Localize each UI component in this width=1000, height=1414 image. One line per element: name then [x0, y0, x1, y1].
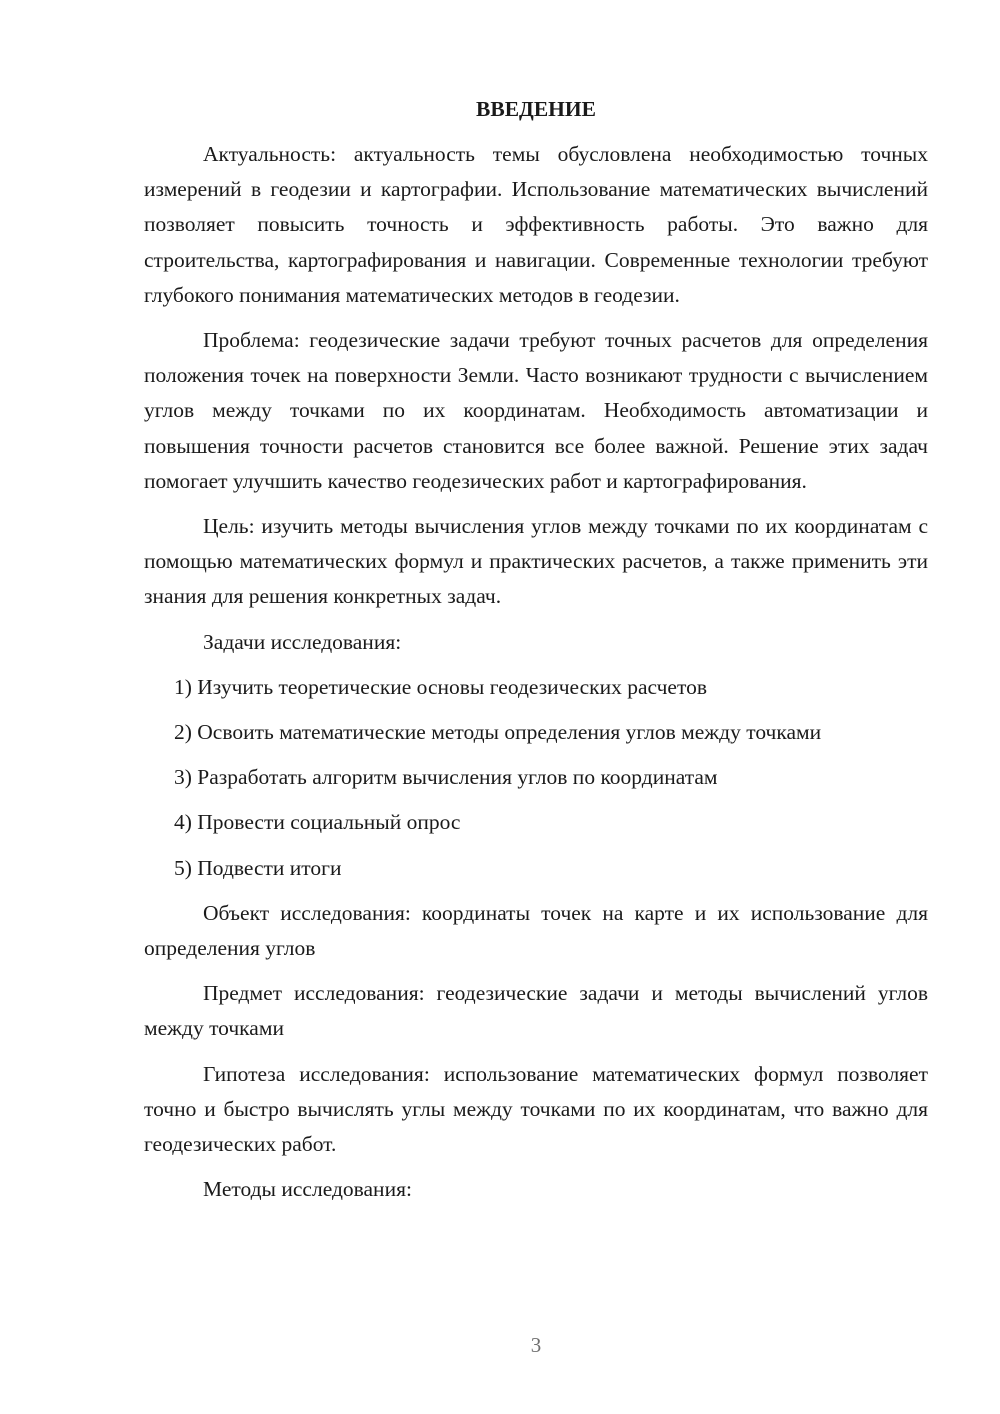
goal-paragraph: Цель: изучить методы вычисления углов между точками по их координатам с помощью математических формул и практических расчетов, а также применить эти знания для решения конкретных задач.: [144, 514, 928, 609]
page-heading: ВВЕДЕНИЕ: [476, 97, 596, 121]
methods-label: Методы исследования:: [203, 1177, 412, 1202]
task-item: 2) Освоить математические методы определения углов между точками: [174, 720, 822, 745]
task-item: 4) Провести социальный опрос: [174, 810, 461, 835]
page-content: [144, 92, 928, 1217]
object-paragraph: Объект исследования: координаты точек на карте и их использование для определения углов: [144, 900, 928, 961]
relevance-paragraph: Актуальность: актуальность темы обусловлена необходимостью точных измерений в геодезии и картографии. Использование математических вычислений позволяет повысить точность и эффективность работы. Это важно для строительства, картографирования и навигации. Современные технологии требуют глубокого понимания математических методов в геодезии.: [144, 142, 928, 307]
task-item: 5) Подвести итоги: [174, 855, 342, 880]
page-number: 3: [530, 1333, 542, 1357]
tasks-label: Задачи исследования:: [203, 629, 402, 654]
tasks-list: [144, 670, 928, 886]
problem-paragraph: Проблема: геодезические задачи требуют точных расчетов для определения положения точек на поверхности Земли. Часто возникают трудности с вычислением углов между точками по их координатам. Необходимость автоматизации и повышения точности расчетов становится все более важной. Решение этих задач помогает улучшить качество геодезических работ и картографирования.: [144, 328, 928, 493]
task-item: 1) Изучить теоретические основы геодезических расчетов: [174, 674, 707, 699]
task-item: 3) Разработать алгоритм вычисления углов по координатам: [174, 765, 718, 790]
subject-paragraph: Предмет исследования: геодезические задачи и методы вычислений углов между точками: [144, 981, 928, 1041]
hypothesis-paragraph: Гипотеза исследования: использование математических формул позволяет точно и быстро вычислять углы между точками по их координатам, что важно для геодезических работ.: [144, 1061, 928, 1157]
